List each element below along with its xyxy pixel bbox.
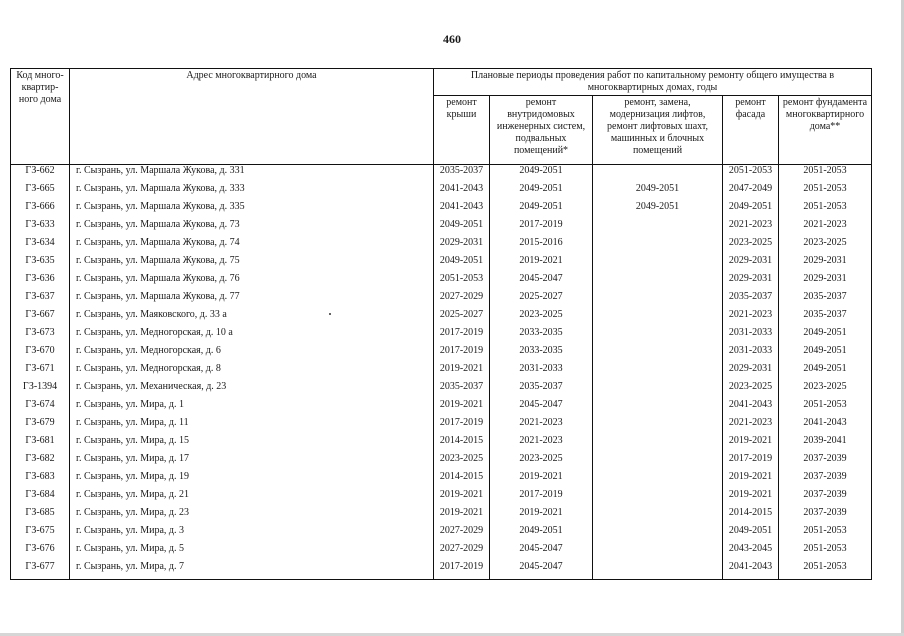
house-code-cell: ГЗ-667 [11, 309, 70, 327]
engineering-period-cell: 2019-2021 [490, 471, 593, 489]
roof-period-cell: 2027-2029 [434, 525, 490, 543]
elevators-period-cell [593, 273, 723, 291]
elevators-period-cell [593, 219, 723, 237]
facade-period-cell: 2031-2033 [723, 327, 779, 345]
house-code-cell: ГЗ-673 [11, 327, 70, 345]
facade-period-cell: 2049-2051 [723, 525, 779, 543]
engineering-period-cell: 2049-2051 [490, 525, 593, 543]
house-code-cell: ГЗ-676 [11, 543, 70, 561]
address-cell: г. Сызрань, ул. Медногорская, д. 8 [70, 363, 434, 381]
elevators-period-cell [593, 561, 723, 580]
roof-period-cell: 2041-2043 [434, 183, 490, 201]
house-code-cell: ГЗ-637 [11, 291, 70, 309]
header-house-code: Код много- квартир- ного дома [11, 69, 70, 165]
foundation-period-cell: 2029-2031 [779, 273, 872, 291]
engineering-period-cell: 2023-2025 [490, 309, 593, 327]
house-code-cell: ГЗ-634 [11, 237, 70, 255]
table-row [11, 435, 872, 453]
engineering-period-cell: 2045-2047 [490, 561, 593, 580]
table-row [11, 381, 872, 399]
roof-period-cell: 2019-2021 [434, 489, 490, 507]
roof-period-cell: 2035-2037 [434, 165, 490, 184]
address-cell: г. Сызрань, ул. Мира, д. 23 [70, 507, 434, 525]
address-cell: г. Сызрань, ул. Маршала Жукова, д. 76 [70, 273, 434, 291]
foundation-period-cell: 2051-2053 [779, 399, 872, 417]
house-code-cell: ГЗ-683 [11, 471, 70, 489]
elevators-period-cell [593, 255, 723, 273]
address-cell: г. Сызрань, ул. Мира, д. 3 [70, 525, 434, 543]
address-cell: г. Сызрань, ул. Мира, д. 19 [70, 471, 434, 489]
table-row [11, 561, 872, 580]
house-code-cell: ГЗ-633 [11, 219, 70, 237]
elevators-period-cell [593, 507, 723, 525]
foundation-period-cell: 2037-2039 [779, 471, 872, 489]
engineering-period-cell: 2049-2051 [490, 165, 593, 184]
address-cell: г. Сызрань, ул. Мира, д. 17 [70, 453, 434, 471]
table-row [11, 489, 872, 507]
engineering-period-cell: 2035-2037 [490, 381, 593, 399]
house-code-cell: ГЗ-681 [11, 435, 70, 453]
address-cell: г. Сызрань, ул. Маяковского, д. 33 а [70, 309, 434, 327]
foundation-period-cell: 2041-2043 [779, 417, 872, 435]
table-row [11, 399, 872, 417]
foundation-period-cell: 2049-2051 [779, 345, 872, 363]
address-cell: г. Сызрань, ул. Маршала Жукова, д. 77 [70, 291, 434, 309]
foundation-period-cell: 2049-2051 [779, 363, 872, 381]
address-cell: г. Сызрань, ул. Маршала Жукова, д. 74 [70, 237, 434, 255]
facade-period-cell: 2019-2021 [723, 489, 779, 507]
table-row [11, 165, 872, 184]
elevators-period-cell [593, 471, 723, 489]
table-row [11, 525, 872, 543]
house-code-cell: ГЗ-670 [11, 345, 70, 363]
foundation-period-cell: 2051-2053 [779, 543, 872, 561]
foundation-period-cell: 2051-2053 [779, 183, 872, 201]
house-code-cell: ГЗ-677 [11, 561, 70, 580]
table-row [11, 453, 872, 471]
engineering-period-cell: 2021-2023 [490, 417, 593, 435]
house-code-cell: ГЗ-684 [11, 489, 70, 507]
house-code-cell: ГЗ-662 [11, 165, 70, 184]
address-cell: г. Сызрань, ул. Мира, д. 5 [70, 543, 434, 561]
roof-period-cell: 2014-2015 [434, 435, 490, 453]
elevators-period-cell: 2049-2051 [593, 201, 723, 219]
roof-period-cell: 2049-2051 [434, 219, 490, 237]
elevators-period-cell [593, 399, 723, 417]
facade-period-cell: 2043-2045 [723, 543, 779, 561]
engineering-period-cell: 2045-2047 [490, 543, 593, 561]
engineering-period-cell: 2049-2051 [490, 183, 593, 201]
capital-repair-plan-table [10, 68, 872, 580]
foundation-period-cell: 2051-2053 [779, 561, 872, 580]
house-code-cell: ГЗ-675 [11, 525, 70, 543]
elevators-period-cell [593, 327, 723, 345]
roof-period-cell: 2027-2029 [434, 543, 490, 561]
facade-period-cell: 2029-2031 [723, 363, 779, 381]
engineering-period-cell: 2045-2047 [490, 399, 593, 417]
facade-period-cell: 2019-2021 [723, 435, 779, 453]
elevators-period-cell [593, 381, 723, 399]
foundation-period-cell: 2051-2053 [779, 525, 872, 543]
address-cell: г. Сызрань, ул. Мира, д. 11 [70, 417, 434, 435]
foundation-period-cell: 2035-2037 [779, 309, 872, 327]
address-cell: г. Сызрань, ул. Маршала Жукова, д. 335 [70, 201, 434, 219]
facade-period-cell: 2019-2021 [723, 471, 779, 489]
header-roof-repair: ремонт крыши [434, 95, 490, 164]
header-engineering-systems-repair: ремонт внутридомовых инженерных систем, подвальных помещений* [490, 95, 593, 164]
header-foundation-repair: ремонт фундамента многоквартирного дома** [779, 95, 872, 164]
roof-period-cell: 2051-2053 [434, 273, 490, 291]
engineering-period-cell: 2033-2035 [490, 327, 593, 345]
facade-period-cell: 2041-2043 [723, 561, 779, 580]
roof-period-cell: 2019-2021 [434, 507, 490, 525]
facade-period-cell: 2047-2049 [723, 183, 779, 201]
foundation-period-cell: 2029-2031 [779, 255, 872, 273]
foundation-period-cell: 2037-2039 [779, 489, 872, 507]
roof-period-cell: 2041-2043 [434, 201, 490, 219]
engineering-period-cell: 2019-2021 [490, 507, 593, 525]
address-cell: г. Сызрань, ул. Маршала Жукова, д. 333 [70, 183, 434, 201]
address-cell: г. Сызрань, ул. Мира, д. 7 [70, 561, 434, 580]
header-planned-periods: Плановые периоды проведения работ по капитальному ремонту общего имущества в многоквартирных домах, годы [434, 69, 872, 96]
table-row [11, 345, 872, 363]
roof-period-cell: 2017-2019 [434, 417, 490, 435]
foundation-period-cell: 2051-2053 [779, 165, 872, 184]
foundation-period-cell: 2037-2039 [779, 507, 872, 525]
house-code-cell: ГЗ-685 [11, 507, 70, 525]
house-code-cell: ГЗ-1394 [11, 381, 70, 399]
house-code-cell: ГЗ-679 [11, 417, 70, 435]
engineering-period-cell: 2019-2021 [490, 255, 593, 273]
facade-period-cell: 2051-2053 [723, 165, 779, 184]
facade-period-cell: 2023-2025 [723, 237, 779, 255]
scan-speck [329, 313, 331, 315]
roof-period-cell: 2029-2031 [434, 237, 490, 255]
header-elevators-repair: ремонт, замена, модернизация лифтов, ремонт лифтовых шахт, машинных и блочных помещений [593, 95, 723, 164]
table-row [11, 237, 872, 255]
roof-period-cell: 2027-2029 [434, 291, 490, 309]
engineering-period-cell: 2033-2035 [490, 345, 593, 363]
foundation-period-cell: 2051-2053 [779, 201, 872, 219]
table-row [11, 507, 872, 525]
elevators-period-cell [593, 291, 723, 309]
engineering-period-cell: 2017-2019 [490, 219, 593, 237]
foundation-period-cell: 2035-2037 [779, 291, 872, 309]
roof-period-cell: 2017-2019 [434, 327, 490, 345]
roof-period-cell: 2019-2021 [434, 363, 490, 381]
table-row [11, 273, 872, 291]
elevators-period-cell [593, 489, 723, 507]
table-row [11, 327, 872, 345]
facade-period-cell: 2041-2043 [723, 399, 779, 417]
engineering-period-cell: 2045-2047 [490, 273, 593, 291]
table-row [11, 291, 872, 309]
address-cell: г. Сызрань, ул. Маршала Жукова, д. 73 [70, 219, 434, 237]
elevators-period-cell [593, 165, 723, 184]
table-body [11, 165, 872, 580]
engineering-period-cell: 2021-2023 [490, 435, 593, 453]
elevators-period-cell [593, 309, 723, 327]
roof-period-cell: 2019-2021 [434, 399, 490, 417]
facade-period-cell: 2021-2023 [723, 219, 779, 237]
address-cell: г. Сызрань, ул. Механическая, д. 23 [70, 381, 434, 399]
elevators-period-cell [593, 525, 723, 543]
elevators-period-cell [593, 237, 723, 255]
elevators-period-cell [593, 453, 723, 471]
engineering-period-cell: 2049-2051 [490, 201, 593, 219]
facade-period-cell: 2014-2015 [723, 507, 779, 525]
foundation-period-cell: 2021-2023 [779, 219, 872, 237]
house-code-cell: ГЗ-674 [11, 399, 70, 417]
elevators-period-cell [593, 417, 723, 435]
house-code-cell: ГЗ-666 [11, 201, 70, 219]
facade-period-cell: 2031-2033 [723, 345, 779, 363]
roof-period-cell: 2025-2027 [434, 309, 490, 327]
header-address: Адрес многоквартирного дома [70, 69, 434, 165]
elevators-period-cell: 2049-2051 [593, 183, 723, 201]
table-row [11, 255, 872, 273]
facade-period-cell: 2035-2037 [723, 291, 779, 309]
elevators-period-cell [593, 543, 723, 561]
roof-period-cell: 2049-2051 [434, 255, 490, 273]
roof-period-cell: 2023-2025 [434, 453, 490, 471]
table-row [11, 471, 872, 489]
house-code-cell: ГЗ-635 [11, 255, 70, 273]
table-header [11, 69, 872, 165]
elevators-period-cell [593, 435, 723, 453]
house-code-cell: ГЗ-671 [11, 363, 70, 381]
table-row [11, 543, 872, 561]
facade-period-cell: 2017-2019 [723, 453, 779, 471]
foundation-period-cell: 2039-2041 [779, 435, 872, 453]
address-cell: г. Сызрань, ул. Маршала Жукова, д. 75 [70, 255, 434, 273]
address-cell: г. Сызрань, ул. Мира, д. 15 [70, 435, 434, 453]
facade-period-cell: 2021-2023 [723, 309, 779, 327]
elevators-period-cell [593, 363, 723, 381]
roof-period-cell: 2014-2015 [434, 471, 490, 489]
roof-period-cell: 2017-2019 [434, 345, 490, 363]
address-cell: г. Сызрань, ул. Медногорская, д. 10 а [70, 327, 434, 345]
table-row [11, 183, 872, 201]
house-code-cell: ГЗ-665 [11, 183, 70, 201]
address-cell: г. Сызрань, ул. Мира, д. 1 [70, 399, 434, 417]
header-facade-repair: ремонт фасада [723, 95, 779, 164]
house-code-cell: ГЗ-636 [11, 273, 70, 291]
table-row [11, 309, 872, 327]
table-row [11, 417, 872, 435]
page-number: 460 [443, 32, 461, 46]
foundation-period-cell: 2049-2051 [779, 327, 872, 345]
facade-period-cell: 2029-2031 [723, 273, 779, 291]
table-row [11, 201, 872, 219]
house-code-cell: ГЗ-682 [11, 453, 70, 471]
table-row [11, 363, 872, 381]
address-cell: г. Сызрань, ул. Мира, д. 21 [70, 489, 434, 507]
engineering-period-cell: 2031-2033 [490, 363, 593, 381]
engineering-period-cell: 2025-2027 [490, 291, 593, 309]
roof-period-cell: 2035-2037 [434, 381, 490, 399]
facade-period-cell: 2049-2051 [723, 201, 779, 219]
address-cell: г. Сызрань, ул. Медногорская, д. 6 [70, 345, 434, 363]
roof-period-cell: 2017-2019 [434, 561, 490, 580]
facade-period-cell: 2029-2031 [723, 255, 779, 273]
elevators-period-cell [593, 345, 723, 363]
table-row [11, 219, 872, 237]
foundation-period-cell: 2023-2025 [779, 237, 872, 255]
engineering-period-cell: 2017-2019 [490, 489, 593, 507]
engineering-period-cell: 2015-2016 [490, 237, 593, 255]
engineering-period-cell: 2023-2025 [490, 453, 593, 471]
facade-period-cell: 2021-2023 [723, 417, 779, 435]
foundation-period-cell: 2023-2025 [779, 381, 872, 399]
facade-period-cell: 2023-2025 [723, 381, 779, 399]
foundation-period-cell: 2037-2039 [779, 453, 872, 471]
address-cell: г. Сызрань, ул. Маршала Жукова, д. 331 [70, 165, 434, 184]
